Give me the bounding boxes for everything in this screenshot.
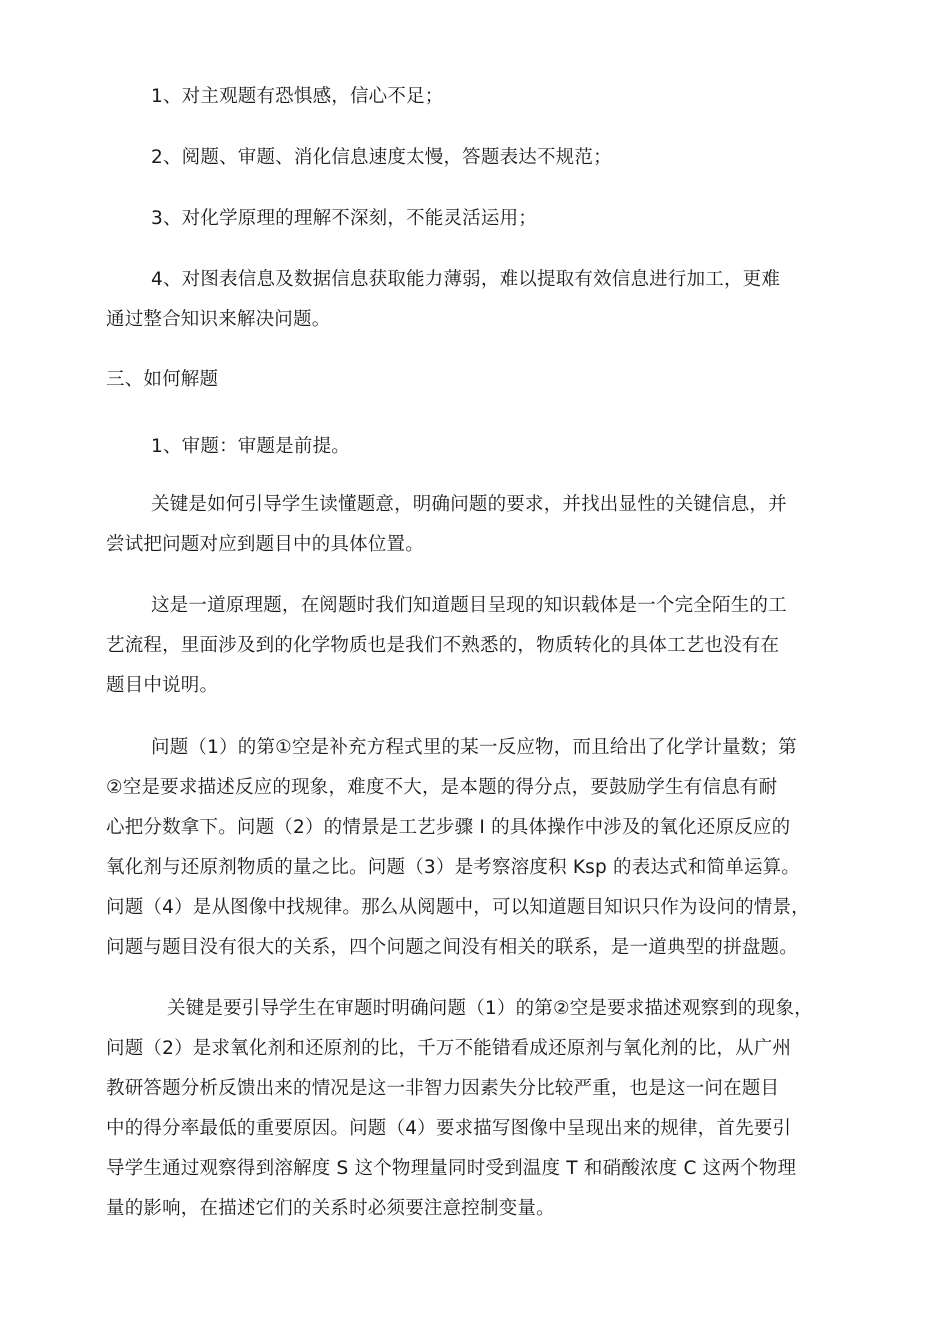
paragraph-line: 氧化剂与还原剂物质的量之比。问题（3）是考察溶度积 Ksp 的表达式和简单运算。 xyxy=(106,857,801,878)
paragraph-line: 心把分数拿下。问题（2）的情景是工艺步骤 I 的具体操作中涉及的氧化还原反应的 xyxy=(106,817,791,838)
paragraph-line: 通过整合知识来解决问题。 xyxy=(106,309,331,330)
paragraph-line: 问题与题目没有很大的关系，四个问题之间没有相关的联系，是一道典型的拼盘题。 xyxy=(106,937,798,958)
paragraph-line: 教研答题分析反馈出来的情况是这一非智力因素失分比较严重，也是这一问在题目 xyxy=(106,1078,780,1099)
paragraph-line: 关键是要引导学生在审题时明确问题（1）的第②空是要求描述观察到的现象， xyxy=(167,998,813,1019)
paragraph-line: 问题（2）是求氧化剂和还原剂的比，千万不能错看成还原剂与氧化剂的比，从广州 xyxy=(106,1038,792,1059)
list-item: 1、对主观题有恐惧感，信心不足； xyxy=(151,86,444,107)
paragraph-line: 尝试把问题对应到题目中的具体位置。 xyxy=(106,534,424,555)
section-heading: 三、如何解题 xyxy=(106,369,219,390)
paragraph-line: ②空是要求描述反应的现象，难度不大，是本题的得分点，要鼓励学生有信息有耐 xyxy=(106,777,778,798)
subsection-heading: 1、审题：审题是前提。 xyxy=(151,436,350,457)
list-item: 4、对图表信息及数据信息获取能力薄弱，难以提取有效信息进行加工，更难 xyxy=(151,269,781,290)
paragraph-line: 这是一道原理题，在阅题时我们知道题目呈现的知识载体是一个完全陌生的工 xyxy=(151,595,787,616)
paragraph-line: 题目中说明。 xyxy=(106,675,219,696)
paragraph-line: 问题（4）是从图像中找规律。那么从阅题中，可以知道题目知识只作为设问的情景， xyxy=(106,897,810,918)
list-item: 2、阅题、审题、消化信息速度太慢，答题表达不规范； xyxy=(151,147,612,168)
paragraph-line: 中的得分率最低的重要原因。问题（4）要求描写图像中呈现出来的规律，首先要引 xyxy=(106,1118,792,1139)
paragraph-line: 量的影响，在描述它们的关系时必须要注意控制变量。 xyxy=(106,1198,555,1219)
paragraph-line: 艺流程，里面涉及到的化学物质也是我们不熟悉的，物质转化的具体工艺也没有在 xyxy=(106,635,780,656)
paragraph-line: 关键是如何引导学生读懂题意，明确问题的要求，并找出显性的关键信息，并 xyxy=(151,494,787,515)
paragraph-line: 问题（1）的第①空是补充方程式里的某一反应物，而且给出了化学计量数；第 xyxy=(151,737,797,758)
paragraph-line: 导学生通过观察得到溶解度 S 这个物理量同时受到温度 T 和硝酸浓度 C 这两个物理 xyxy=(106,1158,797,1179)
list-item: 3、对化学原理的理解不深刻，不能灵活运用； xyxy=(151,208,537,229)
